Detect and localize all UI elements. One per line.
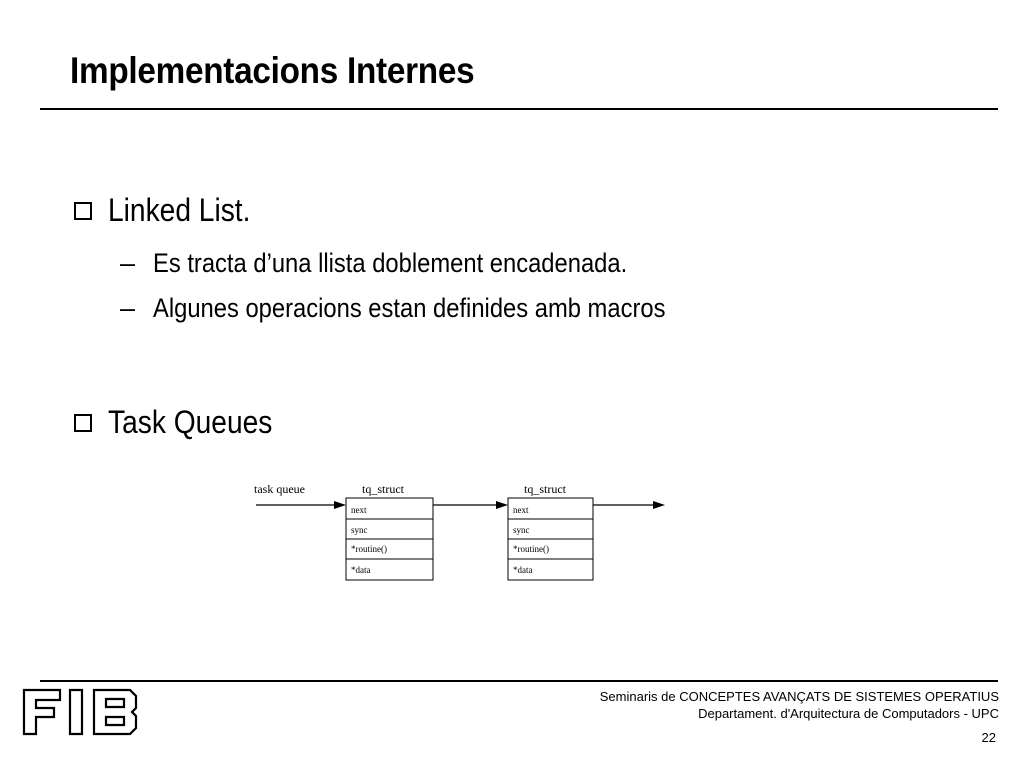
bullet-square-icon: [74, 202, 92, 220]
bullet-linked-list: Linked List.: [108, 192, 251, 228]
arrowhead-icon: [496, 501, 508, 509]
arrowhead-icon: [334, 501, 346, 509]
arrowhead-icon: [653, 501, 665, 509]
node-field: sync: [513, 525, 530, 535]
footer-department: Departament. d'Arquitectura de Computadors - UPC: [698, 706, 999, 721]
sub-dash: –: [120, 248, 136, 278]
node-field: *data: [513, 565, 533, 575]
sub-dash: –: [120, 293, 136, 323]
node-field: *routine(): [513, 544, 549, 554]
sub-item-doubly-linked: Es tracta d’una llista doblement encadenada.: [153, 248, 628, 278]
node-field: next: [351, 505, 367, 515]
task-queue-label: task queue: [254, 482, 305, 496]
title-rule: [40, 108, 998, 110]
page-number: 22: [981, 730, 996, 745]
footer-course: Seminaris de CONCEPTES AVANÇATS DE SISTEMES OPERATIUS: [599, 689, 999, 704]
node-field: *routine(): [351, 544, 387, 554]
node-field: *data: [351, 565, 371, 575]
bullet-square-icon: [74, 414, 92, 432]
node-title: tq_struct: [362, 482, 404, 496]
node-field: next: [513, 505, 529, 515]
bullet-task-queues: Task Queues: [108, 404, 273, 440]
footer-rule: [40, 680, 998, 682]
task-queue-diagram: [250, 478, 680, 586]
node-field: sync: [351, 525, 368, 535]
page-title: Implementacions Internes: [70, 50, 475, 91]
fib-logo: [22, 688, 140, 736]
node-title: tq_struct: [524, 482, 566, 496]
sub-item-macros: Algunes operacions estan definides amb macros: [153, 293, 666, 323]
